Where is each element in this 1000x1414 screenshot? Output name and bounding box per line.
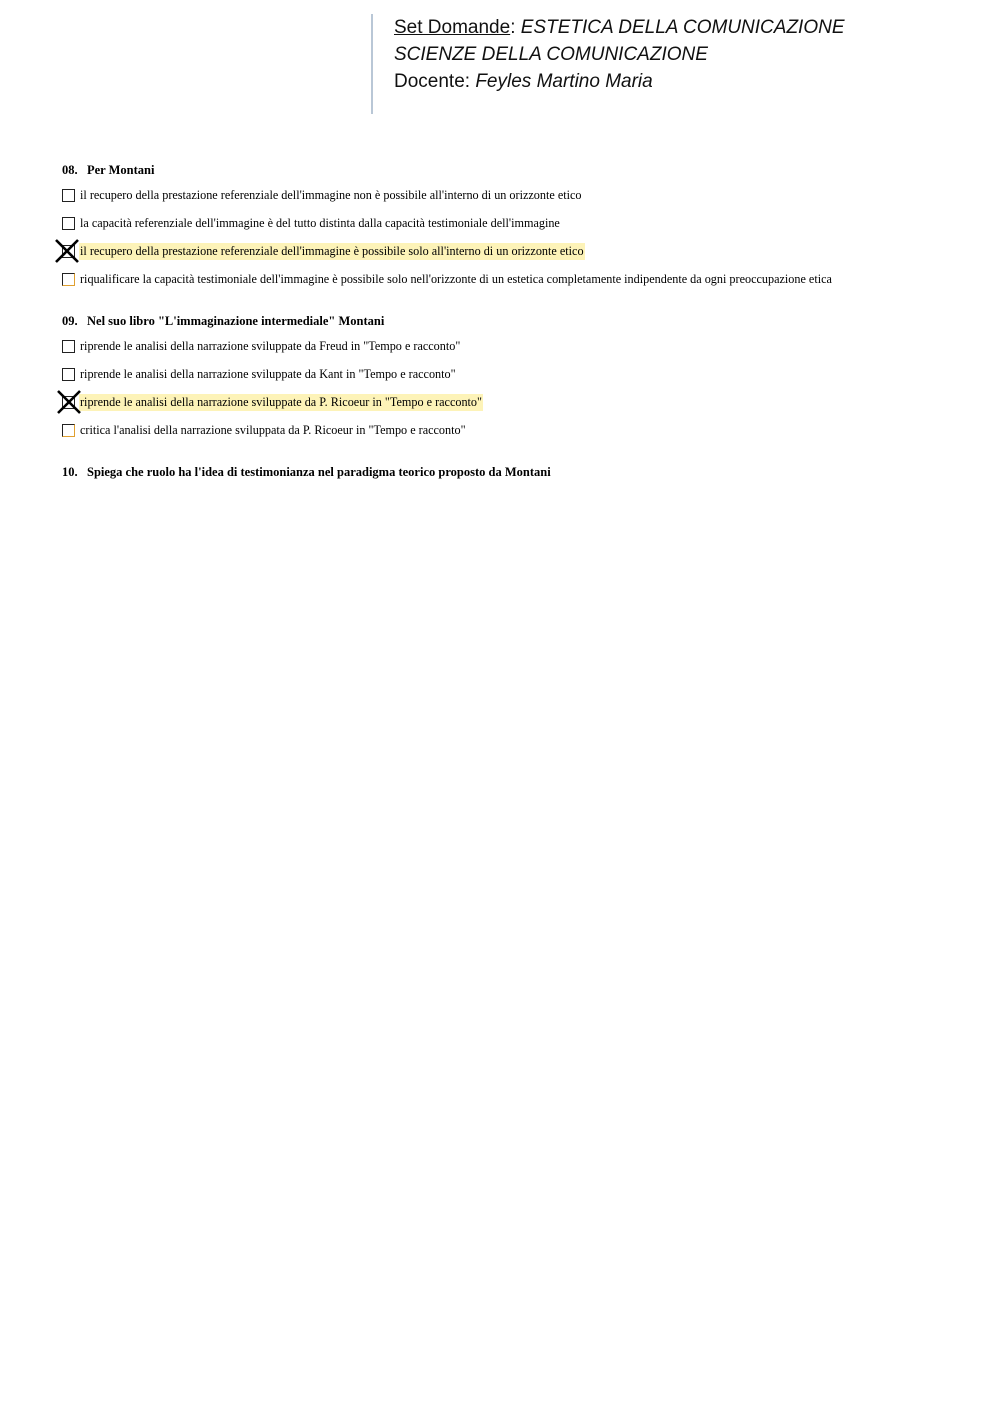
cross-mark-icon <box>54 238 80 264</box>
question-10 <box>62 463 962 481</box>
option-text: riprende le analisi della narrazione sviluppate da P. Ricoeur in "Tempo e racconto" <box>80 394 482 409</box>
option-text: riprende le analisi della narrazione sviluppate da Kant in "Tempo e racconto" <box>80 366 456 381</box>
document-header <box>371 14 891 114</box>
checkbox[interactable] <box>62 273 75 286</box>
question-text: Spiega che ruolo ha l'idea di testimonianza nel paradigma teorico proposto da Montani <box>87 465 551 479</box>
answer-option-selected[interactable] <box>62 388 962 416</box>
question-text: Nel suo libro "L'immaginazione intermediale" Montani <box>87 314 385 328</box>
option-text: riprende le analisi della narrazione sviluppate da Freud in "Tempo e racconto" <box>80 338 461 353</box>
question-08 <box>62 161 962 293</box>
option-text: il recupero della prestazione referenziale dell'immagine non è possibile all'interno di un orizzonte etico <box>80 187 582 202</box>
teacher-name: Feyles Martino Maria <box>475 71 653 92</box>
checkbox-checked[interactable] <box>62 245 75 258</box>
option-text: critica l'analisi della narrazione sviluppata da P. Ricoeur in "Tempo e racconto" <box>80 422 466 437</box>
checkbox[interactable] <box>62 189 75 202</box>
teacher-label: Docente: <box>394 71 471 92</box>
question-number: 09. <box>62 314 78 328</box>
checkbox[interactable] <box>62 217 75 230</box>
question-number: 08. <box>62 163 78 177</box>
question-number: 10. <box>62 465 78 479</box>
answer-option[interactable] <box>62 416 962 444</box>
set-colon: : <box>510 17 516 38</box>
set-line <box>394 14 891 41</box>
answer-option-selected[interactable] <box>62 237 962 265</box>
checkbox[interactable] <box>62 368 75 381</box>
option-text: riqualificare la capacità testimoniale dell'immagine è possibile solo nell'orizzonte di un estetica completamente indipendente da ogni preoccupazione etica <box>80 271 832 286</box>
question-text: Per Montani <box>87 163 155 177</box>
cross-mark-icon <box>56 389 82 415</box>
checkbox[interactable] <box>62 340 75 353</box>
course-name: ESTETICA DELLA COMUNICAZIONE <box>520 17 845 38</box>
question-09 <box>62 312 962 444</box>
question-title <box>62 161 962 179</box>
teacher-line <box>394 68 891 95</box>
answer-option[interactable] <box>62 265 962 293</box>
degree-name: SCIENZE DELLA COMUNICAZIONE <box>394 44 708 65</box>
question-title <box>62 312 962 330</box>
question-title <box>62 463 962 481</box>
answer-option[interactable] <box>62 332 962 360</box>
answer-option[interactable] <box>62 209 962 237</box>
set-label: Set Domande <box>394 17 511 38</box>
option-text: il recupero della prestazione referenziale dell'immagine è possibile solo all'interno di un orizzonte etico <box>80 243 584 258</box>
checkbox[interactable] <box>62 424 75 437</box>
option-text: la capacità referenziale dell'immagine è del tutto distinta dalla capacità testimoniale dell'immagine <box>80 215 560 230</box>
answer-option[interactable] <box>62 181 962 209</box>
checkbox-checked[interactable] <box>62 396 75 409</box>
answer-option[interactable] <box>62 360 962 388</box>
